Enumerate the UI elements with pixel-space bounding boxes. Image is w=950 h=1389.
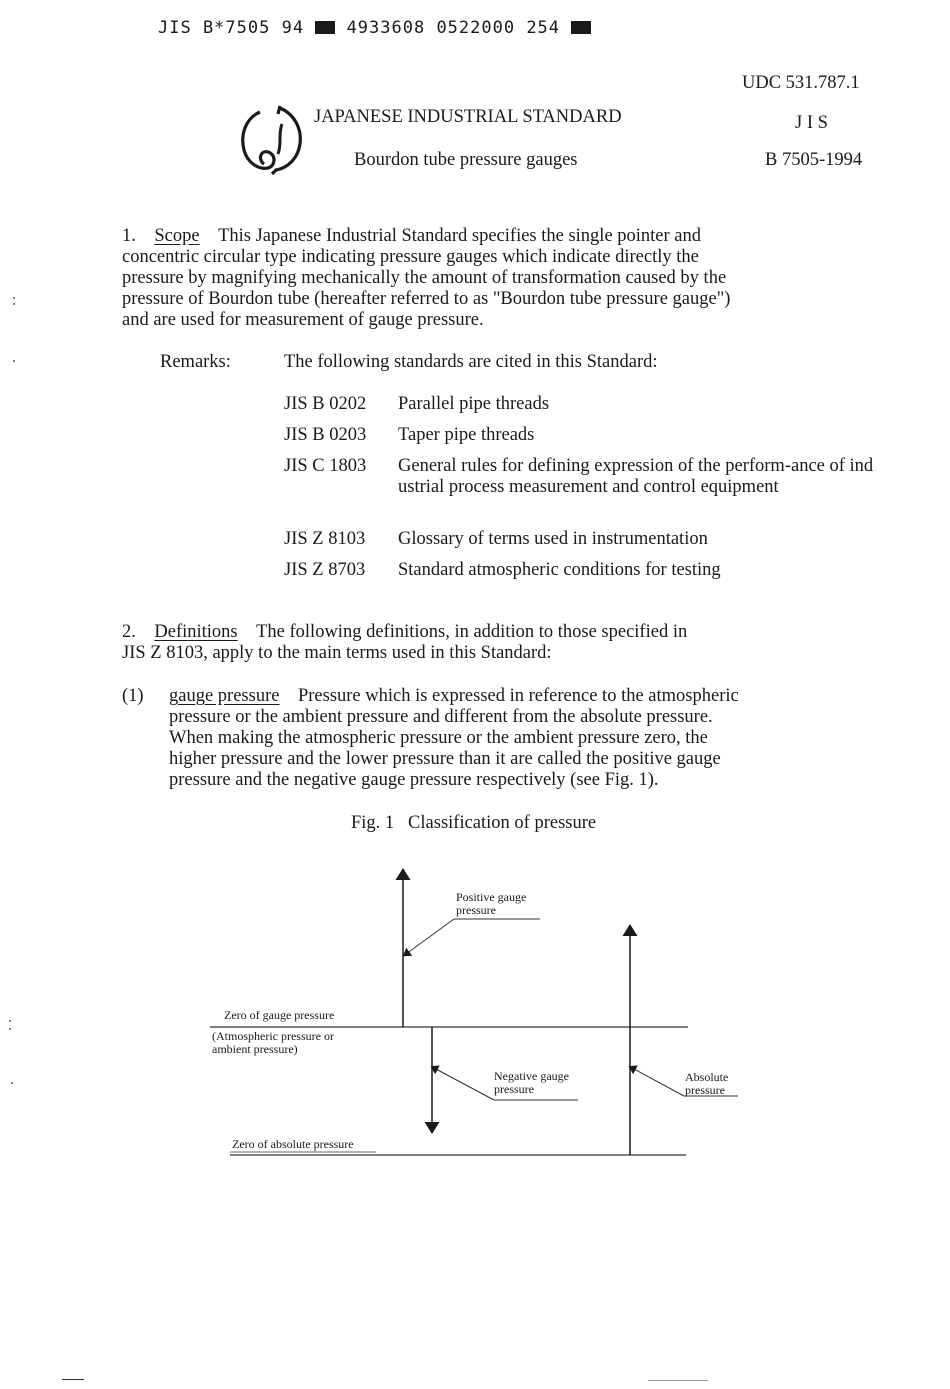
label-negative-line-2: pressure <box>494 1082 534 1096</box>
scan-artifact <box>13 360 15 362</box>
scan-artifact <box>62 1379 84 1380</box>
definitions-number: 2. <box>122 622 136 642</box>
label-zero-gauge: Zero of gauge pressure <box>224 1008 335 1022</box>
label-atmospheric-line-1: (Atmospheric pressure or <box>212 1029 334 1043</box>
scan-artifact <box>9 1020 11 1022</box>
definitions-section <box>122 622 882 664</box>
scan-artifact <box>9 1028 11 1030</box>
udc-number: UDC 531.787.1 <box>742 73 860 93</box>
remarks-intro: The following standards are cited in this Standard: <box>284 352 658 372</box>
standard-code: JIS B 0203 <box>284 425 367 445</box>
positive-leader-diag <box>406 919 454 954</box>
figure-caption: Fig. 1 Classification of pressure <box>351 813 597 833</box>
standard-title: Glossary of terms used in instrumentation <box>398 529 708 549</box>
label-positive-line-2: pressure <box>456 903 496 917</box>
definition-line: pressure and the negative gauge pressure respectively (see Fig. 1). <box>169 770 659 790</box>
scan-artifact <box>13 297 15 299</box>
definition-line: higher pressure and the lower pressure than it are called the positive gauge <box>169 749 721 769</box>
standard-code: JIS Z 8703 <box>284 560 366 580</box>
doc-title: Bourdon tube pressure gauges <box>354 150 578 170</box>
label-atmospheric-line-2: ambient pressure) <box>212 1042 298 1056</box>
label-absolute-line-2: pressure <box>685 1083 725 1097</box>
definition-line: When making the atmospheric pressure or the ambient pressure zero, the <box>169 728 708 748</box>
label-positive-gauge <box>456 891 526 917</box>
scope-number: 1. <box>122 226 136 246</box>
jis-mark: J I S <box>795 113 828 133</box>
standard-code: JIS Z 8103 <box>284 529 366 549</box>
scope-section <box>122 226 882 331</box>
definitions-line-1 <box>122 622 882 643</box>
scan-artifact <box>648 1380 708 1381</box>
definition-text: Pressure which is expressed in reference to the atmospheric <box>297 686 739 706</box>
definitions-heading: Definitions <box>154 622 238 642</box>
scope-line: concentric circular type indicating pressure gauges which indicate directly the <box>122 247 699 267</box>
label-zero-absolute: Zero of absolute pressure <box>232 1137 354 1151</box>
absolute-leader-diag <box>632 1068 684 1096</box>
standard-title: Standard atmospheric conditions for testing <box>398 560 721 580</box>
definitions-text: The following definitions, in addition to those specified in <box>256 622 688 642</box>
standard-title: Parallel pipe threads <box>398 394 550 414</box>
label-negative-gauge <box>494 1070 569 1096</box>
label-atmospheric <box>212 1030 334 1056</box>
org-name: JAPANESE INDUSTRIAL STANDARD <box>314 107 622 127</box>
definitions-line: JIS Z 8103, apply to the main terms used in this Standard: <box>122 643 552 663</box>
scan-code-line <box>158 18 591 38</box>
scan-artifact <box>11 1082 13 1084</box>
standard-code: JIS B 0202 <box>284 394 367 414</box>
remarks-label: Remarks: <box>160 352 231 372</box>
scope-line: pressure of Bourdon tube (hereafter referred to as "Bourdon tube pressure gauge") <box>122 289 731 309</box>
label-absolute <box>685 1071 728 1097</box>
scope-heading: Scope <box>154 226 200 246</box>
definition-item-line-1 <box>169 686 879 707</box>
label-negative-line-1: Negative gauge <box>494 1069 569 1083</box>
jis-logo-icon <box>238 104 308 176</box>
scope-line-1 <box>122 226 882 247</box>
definition-item-number: (1) <box>122 686 144 706</box>
standard-title: Taper pipe threads <box>398 425 535 445</box>
doc-number: B 7505-1994 <box>765 150 863 170</box>
code-line-middle: 4933608 0522000 254 <box>346 18 561 38</box>
scope-line: pressure by magnifying mechanically the amount of transformation caused by the <box>122 268 727 288</box>
standard-code: JIS C 1803 <box>284 456 367 476</box>
redaction-block <box>571 21 591 34</box>
scope-line: and are used for measurement of gauge pressure. <box>122 310 484 330</box>
label-absolute-line-1: Absolute <box>685 1070 729 1084</box>
definition-term: gauge pressure <box>169 686 280 706</box>
negative-leader-diag <box>434 1068 494 1100</box>
standard-title: General rules for defining expression of the perform-ance of industrial process measurement and control equipment <box>398 456 874 497</box>
scope-text: This Japanese Industrial Standard specifies the single pointer and <box>218 226 702 246</box>
code-line-prefix: JIS B*7505 94 <box>158 18 305 38</box>
definition-line: pressure or the ambient pressure and different from the absolute pressure. <box>169 707 713 727</box>
redaction-block <box>315 21 335 34</box>
scan-artifact <box>13 303 15 305</box>
label-positive-line-1: Positive gauge <box>456 890 527 904</box>
definition-item <box>169 686 879 791</box>
